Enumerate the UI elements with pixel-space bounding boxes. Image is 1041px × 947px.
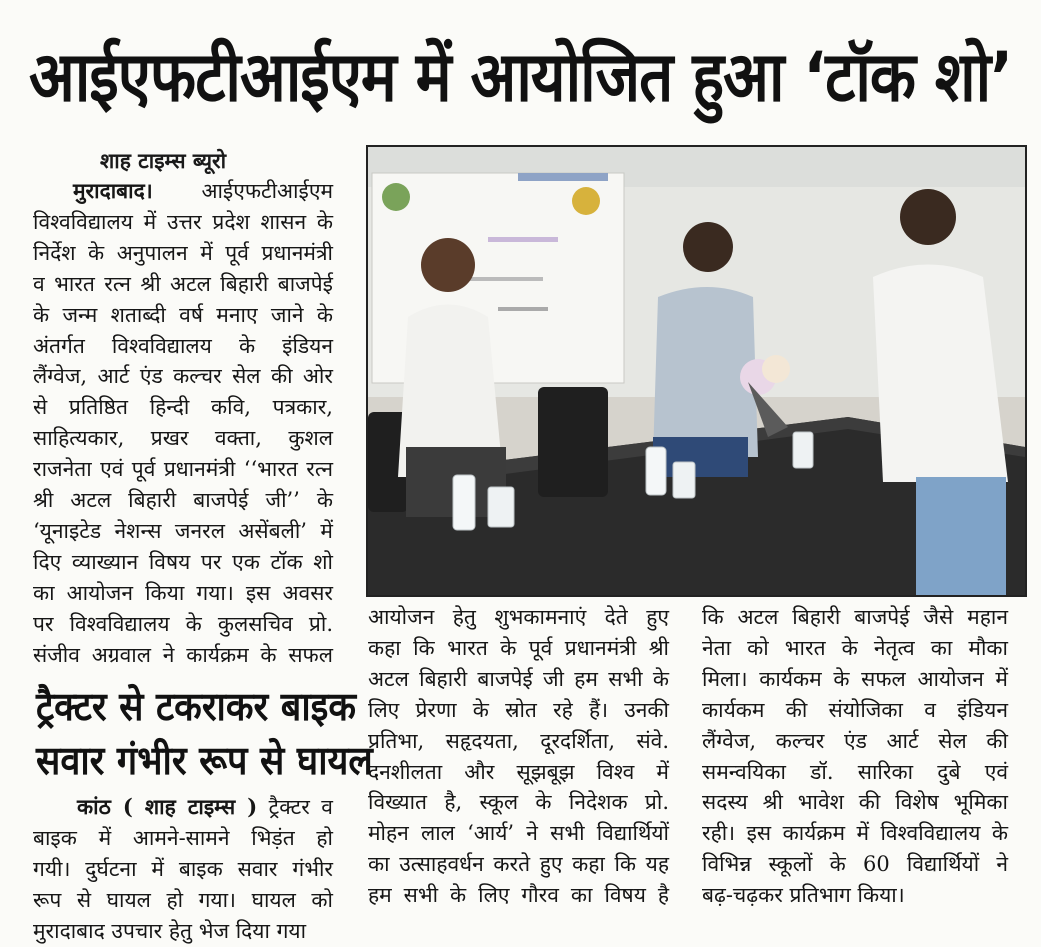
- text-line: अंतर्गत विश्वविद्यालय के इंडियन: [33, 333, 333, 358]
- text-line: मिला। कार्यकम के सफल आयोजन में: [702, 666, 1008, 691]
- text-line: लैंग्वेज, कल्चर एंड आर्ट सेल की: [702, 728, 1008, 753]
- second-headline-line-2: सवार गंभीर रूप से घायल: [36, 738, 373, 784]
- text-line: समन्वयिका डॉ. सारिका दुबे एवं: [702, 759, 1008, 784]
- second-story-column: [33, 792, 333, 947]
- text-line: विख्यात है, स्कूल के निदेशक प्रो.: [368, 790, 669, 815]
- text-line: कार्यकम की संयोजिका व इंडियन: [702, 697, 1008, 722]
- article-column-3: [702, 602, 1008, 911]
- text-line: प्रतिभा, सहृदयता, दूरदर्शिता, संवे.: [368, 728, 669, 753]
- text-line: व भारत रत्न श्री अटल बिहारी बाजपेई: [33, 271, 333, 296]
- text-line: विश्वविद्यालय में उत्तर प्रदेश शासन के: [33, 209, 333, 234]
- column-1-first-word: आईएफटीआईएम: [201, 179, 333, 203]
- article-column-2: [368, 602, 669, 911]
- text-line: विभिन्न स्कूलों के 60 विद्यार्थियों ने: [702, 852, 1008, 877]
- text-line: बाइक में आमने-सामने भिड़ंत हो: [33, 825, 333, 850]
- text-line: साहित्यकार, प्रखर वक्ता, कुशल: [33, 426, 333, 451]
- text-line: मोहन लाल ‘आर्य’ ने सभी विद्यार्थियों: [368, 821, 669, 846]
- text-line: मुरादाबाद उपचार हेतु भेज दिया गया: [33, 918, 307, 943]
- text-line: हम सभी के लिए गौरव का विषय है: [368, 883, 669, 908]
- text-line: आयोजन हेतु शुभकामनाएं देते हुए: [368, 605, 669, 629]
- text-line: अटल बिहारी बाजपेई जी हम सभी के: [368, 666, 669, 691]
- text-line: ‘यूनाइटेड नेशन्स जनरल असेंबली’ में: [33, 518, 333, 543]
- second-story-dateline: कांठ ( शाह टाइम्स ): [77, 794, 258, 819]
- text-line: नेता को भारत के नेतृत्व का मौका: [702, 635, 1008, 660]
- dateline: मुरादाबाद।: [73, 178, 153, 203]
- bureau-byline: शाह टाइम्स ब्यूरो: [100, 148, 227, 173]
- text-line: कहा कि भारत के पूर्व प्रधानमंत्री श्री: [368, 635, 669, 660]
- second-headline-line-1: ट्रैक्टर से टकराकर बाइक: [36, 684, 356, 730]
- text-line: राजनेता एवं पूर्व प्रधानमंत्री ‘‘भारत रत्न: [33, 457, 333, 482]
- event-photo-illustration: [368, 147, 1025, 595]
- text-line: से प्रतिष्ठित हिन्दी कवि, पत्रकार,: [33, 395, 333, 420]
- dateline-line: [33, 176, 333, 207]
- text-line: सदस्य श्री भावेश की विशेष भूमिका: [702, 790, 1008, 815]
- text-line: दिए व्याख्यान विषय पर एक टॉक शो: [33, 549, 333, 574]
- article-column-1: [33, 176, 333, 671]
- main-headline: आईएफटीआईएम में आयोजित हुआ ‘टॉक शो’: [28, 37, 1013, 118]
- text-line: के जन्म शताब्दी वर्ष मनाए जाने के: [33, 302, 333, 327]
- text-line: लिए प्रेरणा के स्रोत रहे हैं। उनकी: [368, 697, 669, 722]
- text-line: का उत्साहवर्धन करते हुए कहा कि यह: [368, 852, 669, 877]
- second-story-first-words: ट्रैक्टर व: [268, 795, 333, 819]
- text-line: लैंग्वेज, आर्ट एंड कल्चर सेल की ओर: [33, 364, 333, 389]
- text-line: का आयोजन किया गया। इस अवसर: [33, 580, 333, 605]
- text-line: रूप से घायल हो गया। घायल को: [33, 887, 333, 912]
- text-line: दनशीलता और सूझबूझ विश्व में: [368, 759, 669, 784]
- text-line: श्री अटल बिहारी बाजपेई जी’’ के: [33, 488, 333, 513]
- second-story-first-line: [33, 792, 333, 823]
- text-line: संजीव अग्रवाल ने कार्यक्रम के सफल: [33, 642, 333, 667]
- text-line: पर विश्वविद्यालय के कुलसचिव प्रो.: [33, 611, 333, 636]
- text-line: कि अटल बिहारी बाजपेई जैसे महान: [702, 605, 1008, 629]
- text-line: निर्देश के अनुपालन में पूर्व प्रधानमंत्री: [33, 240, 333, 265]
- text-line: गयी। दुर्घटना में बाइक सवार गंभीर: [33, 856, 333, 881]
- text-line: रही। इस कार्यक्रम में विश्वविद्यालय के: [702, 821, 1008, 846]
- text-line: बढ़-चढ़कर प्रतिभाग किया।: [702, 883, 905, 908]
- event-photo: [366, 145, 1027, 597]
